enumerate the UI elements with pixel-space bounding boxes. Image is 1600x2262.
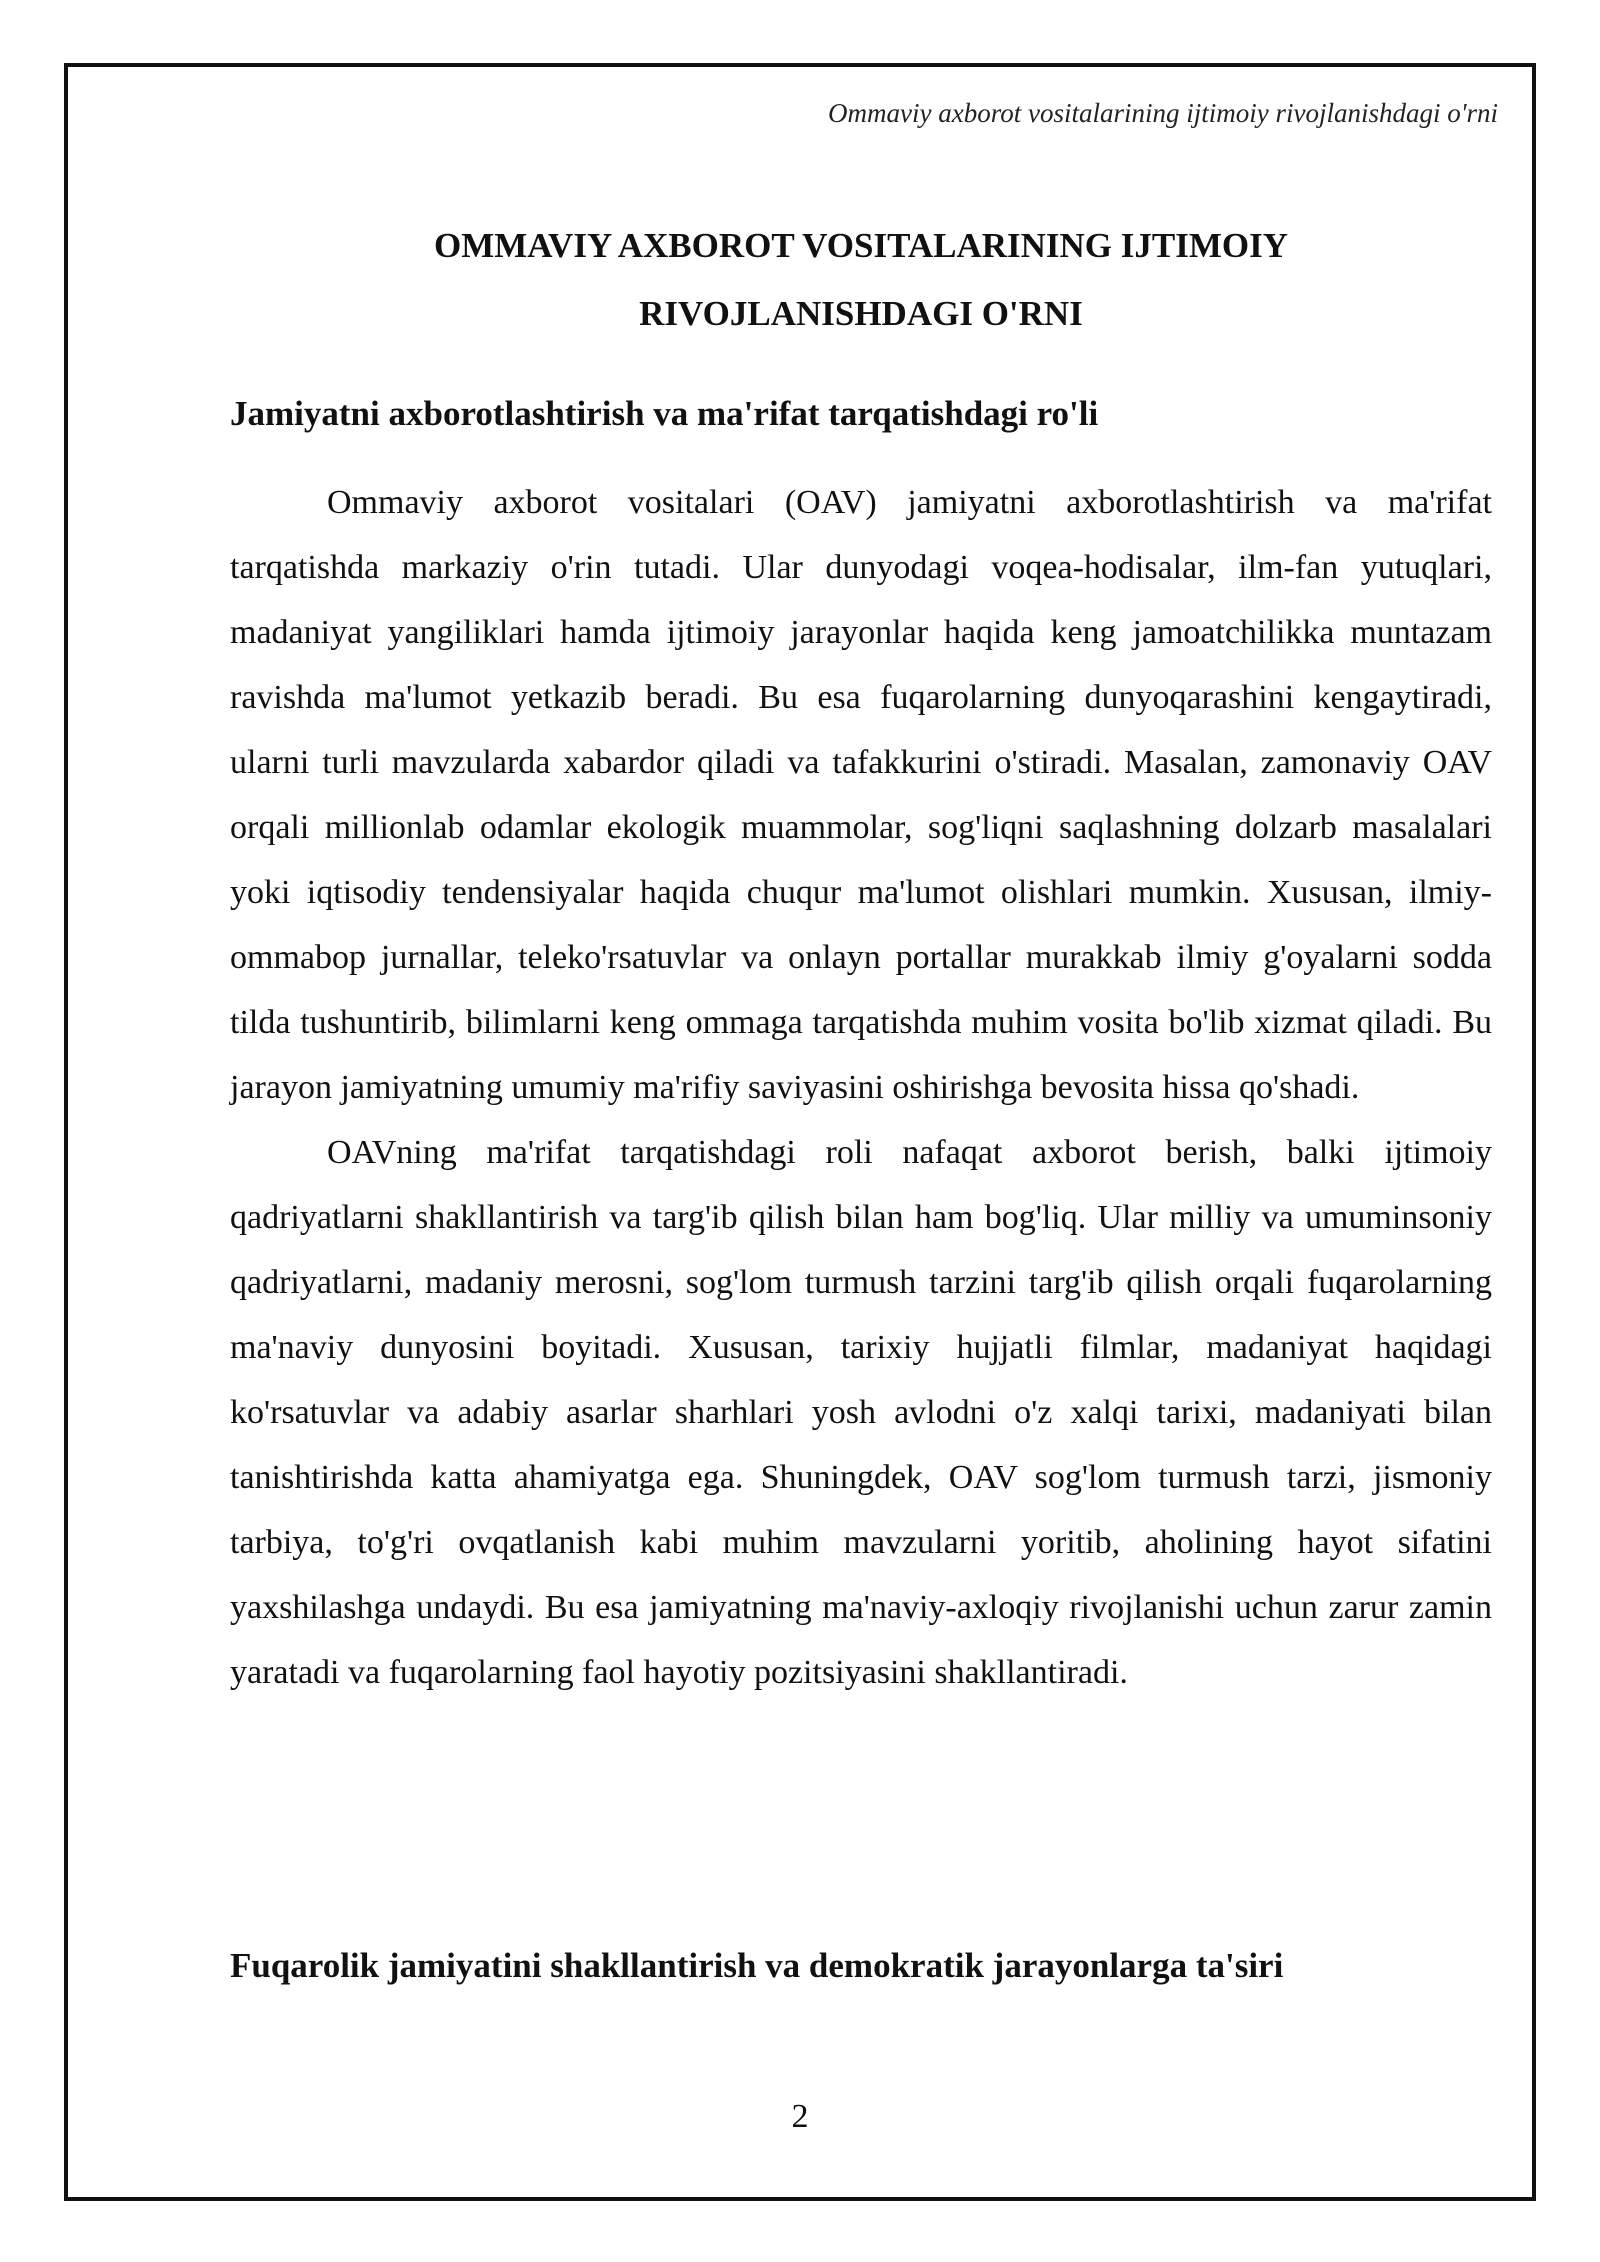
page-number: 2 bbox=[791, 2098, 809, 2135]
paragraph-2: OAVning ma'rifat tarqatishdagi roli nafaqat axborot berish, balki ijtimoiy qadriyatlarni shakllantirish va targ'ib qilish bilan ham bog'liq. Ular milliy va umuminsoniy qadriyatlarni, madaniy merosni, sog'lom turmush tarzini targ'ib qilish orqali fuqarolarning ma'naviy dunyosini boyitadi. Xususan, tarixiy hujjatli filmlar, madaniyat haqidagi ko'rsatuvlar va adabiy asarlar sharhlari yosh avlodni o'z xalqi tarixi, madaniyati bilan tanishtirishda katta ahamiyatga ega. Shuningdek, OAV sog'lom turmush tarzi, jismoniy tarbiya, to'g'ri ovqatlanish kabi muhim mavzularni yoritib, aholining hayot sifatini yaxshilashga undaydi. Bu esa jamiyatning ma'naviy-axloqiy rivojlanishi uchun zarur zamin yaratadi va fuqarolarning faol hayotiy pozitsiyasini shakllantiradi. bbox=[230, 1134, 1492, 1691]
paragraph-1: Ommaviy axborot vositalari (OAV) jamiyatni axborotlashtirish va ma'rifat tarqatishda markaziy o'rin tutadi. Ular dunyodagi voqea-hodisalar, ilm-fan yutuqlari, madaniyat yangiliklari hamda ijtimoiy jarayonlar haqida keng jamoatchilikka muntazam ravishda ma'lumot yetkazib beradi. Bu esa fuqarolarning dunyoqarashini kengaytiradi, ularni turli mavzularda xabardor qiladi va tafakkurini o'stiradi. Masalan, zamonaviy OAV orqali millionlab odamlar ekologik muammolar, sog'liqni saqlashning dolzarb masalalari yoki iqtisodiy tendensiyalar haqida chuqur ma'lumot olishlari mumkin. Xususan, ilmiy-ommabop jurnallar, teleko'rsatuvlar va onlayn portallar murakkab ilmiy g'oyalarni sodda tilda tushuntirib, bilimlarni keng ommaga tarqatishda muhim vosita bo'lib xizmat qiladi. Bu jarayon jamiyatning umumiy ma'rifiy saviyasini oshirishga bevosita hissa qo'shadi. bbox=[230, 484, 1492, 1106]
document-title-line-1: OMMAVIY AXBOROT VOSITALARINING IJTIMOIY bbox=[433, 226, 1288, 265]
section-heading-2: Fuqarolik jamiyatini shakllantirish va demokratik jarayonlarga ta'siri bbox=[230, 1946, 1284, 1985]
section-body-1 bbox=[230, 470, 1492, 1705]
document-title-line-2: RIVOJLANISHDAGI O'RNI bbox=[639, 294, 1083, 333]
running-header: Ommaviy axborot vositalarining ijtimoiy rivojlanishdagi o'rni bbox=[828, 98, 1498, 128]
document-title bbox=[230, 212, 1492, 348]
section-heading-1: Jamiyatni axborotlashtirish va ma'rifat tarqatishdagi ro'li bbox=[230, 394, 1099, 433]
